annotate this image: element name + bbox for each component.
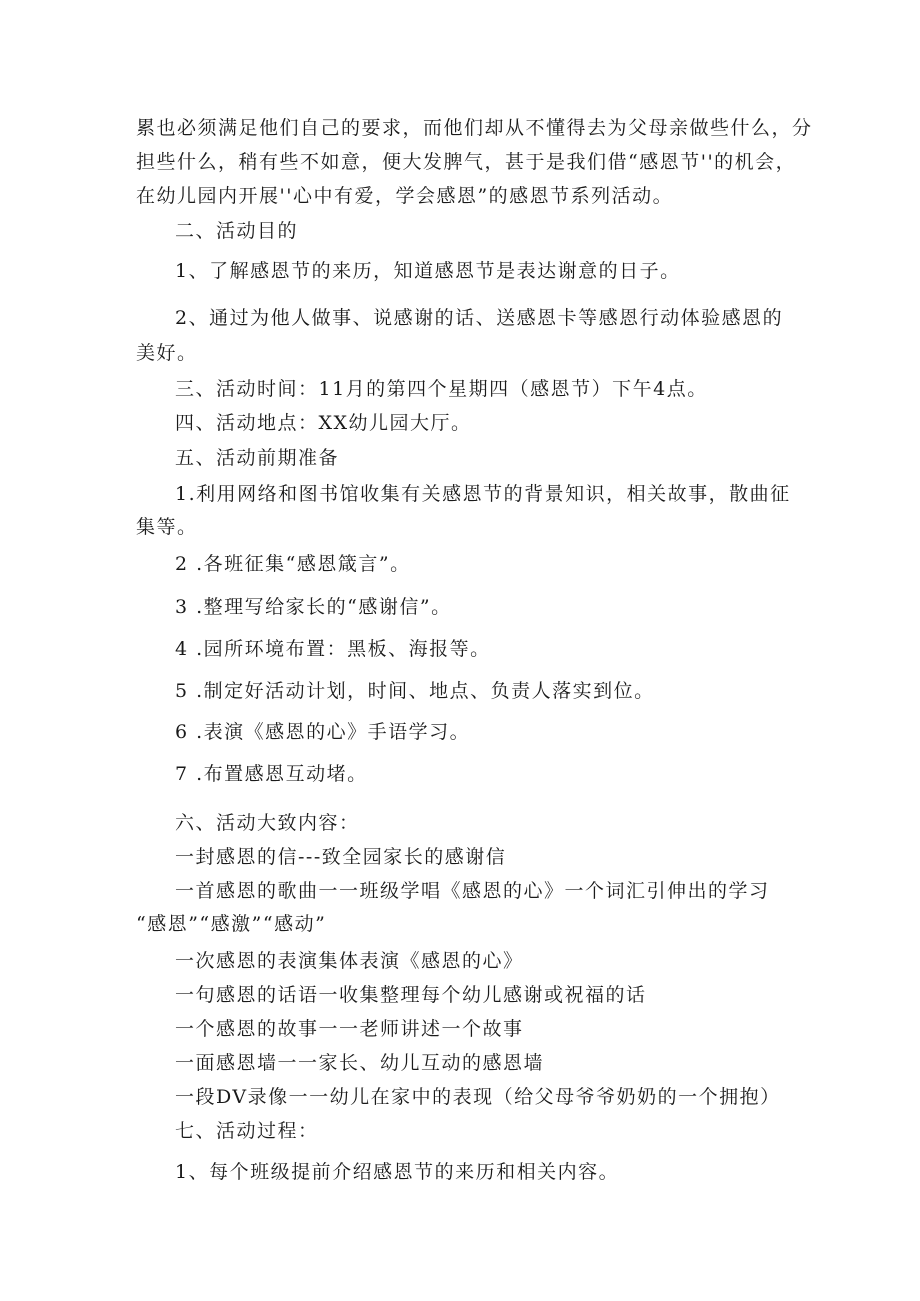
content-item: 一段DV录像一一幼儿在家中的表现（给父母爷爷奶奶的一个拥抱）: [175, 1086, 781, 1108]
list-item: 1、每个班级提前介绍感恩节的来历和相关内容。: [175, 1161, 620, 1183]
list-item: 1、了解感恩节的来历，知道感恩节是表达谢意的日子。: [175, 260, 681, 282]
content-item: 一面感恩墙一一家长、幼儿互动的感恩墙: [175, 1052, 545, 1074]
content-item: 一句感恩的话语一收集整理每个幼儿感谢或祝福的话: [175, 984, 647, 1006]
list-item-continuation: 集等。: [136, 516, 198, 538]
section-heading-preparation: 五、活动前期准备: [175, 447, 340, 469]
paragraph-line: 在幼儿园内开展''心中有爱，学会感恩”的感恩节系列活动。: [136, 185, 674, 207]
list-item: 7 .布置感恩互动堵。: [175, 763, 368, 785]
section-heading-purpose: 二、活动目的: [175, 220, 299, 242]
content-item: 一次感恩的表演集体表演《感恩的心》: [175, 950, 524, 972]
list-item-continuation: 美好。: [136, 342, 198, 364]
content-item-continuation: “感恩”“感激”“感动”: [136, 913, 327, 935]
list-item: 4 .园所环境布置：黑板、海报等。: [175, 638, 491, 660]
content-item: 一个感恩的故事一一老师讲述一个故事: [175, 1018, 524, 1040]
section-heading-process: 七、活动过程：: [175, 1120, 319, 1142]
list-item: 2 .各班征集“感恩箴言”。: [175, 553, 411, 575]
list-item: 2、通过为他人做事、说感谢的话、送感恩卡等感恩行动体验感恩的: [175, 307, 784, 329]
list-item: 5 .制定好活动计划，时间、地点、负责人落实到位。: [175, 680, 655, 702]
paragraph-line: 累也必须满足他们自己的要求，而他们却从不懂得去为父母亲做些什么，分: [136, 117, 813, 139]
section-heading-location: 四、活动地点：XX幼儿园大厅。: [175, 412, 472, 434]
content-item: 一封感恩的信---致全园家长的感谢信: [175, 846, 507, 868]
paragraph-line: 担些什么，稍有些不如意，便大发脾气，甚于是我们借“感恩节''的机会，: [136, 151, 797, 173]
section-heading-content: 六、活动大致内容：: [175, 812, 360, 834]
list-item: 6 .表演《感恩的心》手语学习。: [175, 721, 471, 743]
content-item: 一首感恩的歌曲一一班级学唱《感恩的心》一个词汇引伸出的学习: [175, 880, 770, 902]
section-heading-time: 三、活动时间：11月的第四个星期四（感恩节）下午4点。: [175, 378, 708, 400]
list-item: 3 .整理写给家长的“感谢信”。: [175, 596, 452, 618]
list-item: 1.利用网络和图书馆收集有关感恩节的背景知识，相关故事，散曲征: [175, 483, 791, 505]
